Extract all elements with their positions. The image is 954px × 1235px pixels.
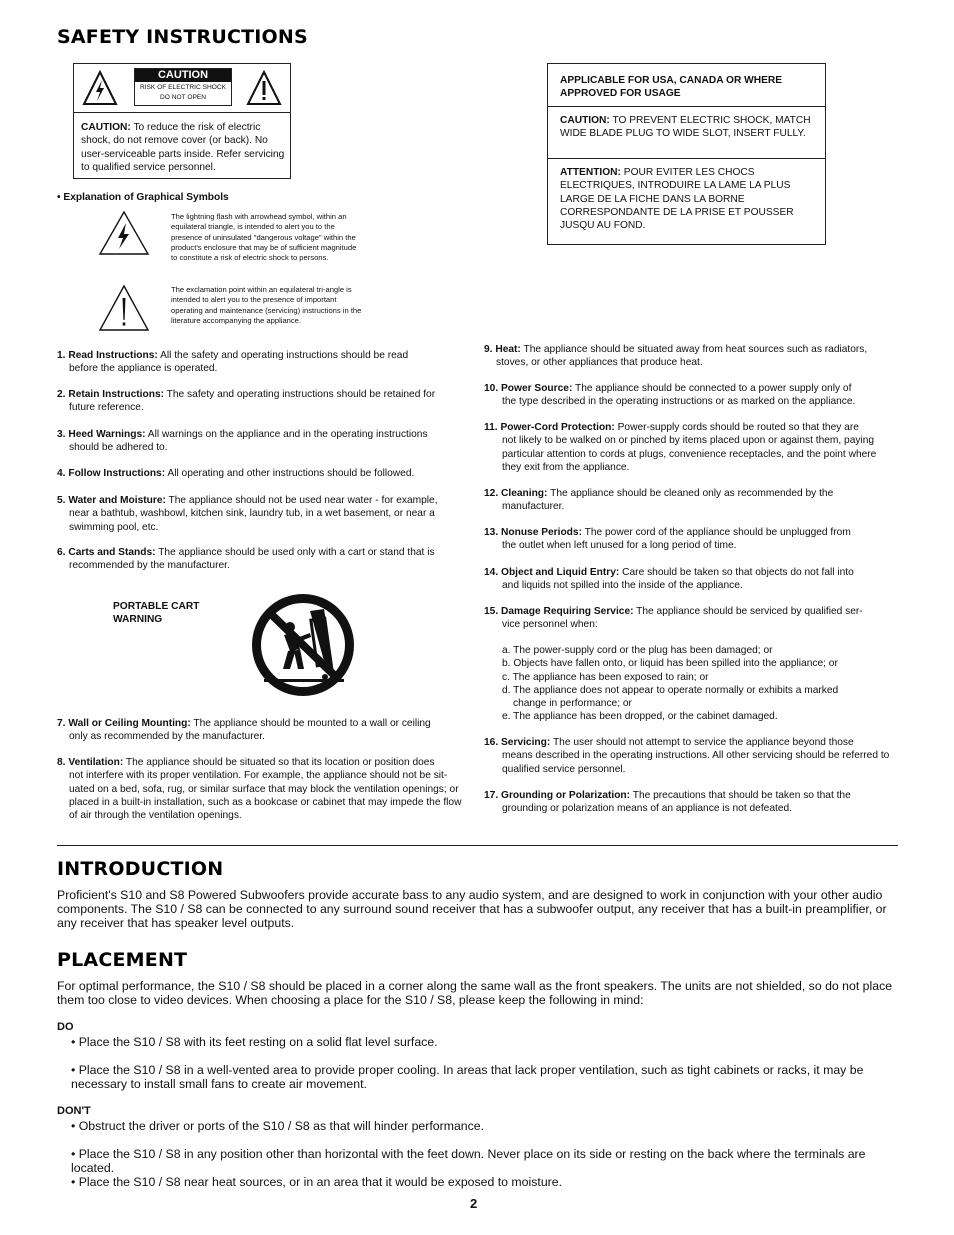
safety-item: 2. Retain Instructions: The safety and operating instructions should be retained for future reference. bbox=[57, 389, 436, 414]
safety-item: 13. Nonuse Periods: The power cord of the appliance should be unplugged from the outlet when left unused for a long period of time. bbox=[484, 527, 851, 552]
exclamation-explanation: The exclamation point within an equilateral tri-angle is intended to alert you to the presence of important operating and maintenance (servicing) instructions in the literature accompanying the appliance. bbox=[171, 285, 362, 325]
safety-item: 9. Heat: The appliance should be situated away from heat sources such as radiators, stoves, or other appliances that produce heat. bbox=[484, 344, 868, 369]
safety-item: 11. Power-Cord Protection: Power-supply cords should be routed so that they are not likely to be walked on or pinched by items placed upon or against them, paying particular attention to cords at plugs, convenience receptacles, and the point where they exit from the appliance. bbox=[484, 422, 877, 473]
sub-item-e: e. The appliance has been dropped, or the cabinet damaged. bbox=[502, 711, 778, 722]
safety-item: 8. Ventilation: The appliance should be situated so that its location or position does not interfere with its proper ventilation. For example, the appliance should not be sit-uated on a bed, sofa, rug, or similar surface that may block the ventilation openings; or placed in a built-in installation, such as a bookcase or cabinet that may impede the flow of air through the ventilation openings. bbox=[57, 757, 462, 822]
caution-box bbox=[73, 63, 291, 179]
do-label: DO bbox=[57, 1021, 74, 1033]
lightning-triangle-icon bbox=[82, 70, 118, 106]
dont-label: DON'T bbox=[57, 1105, 91, 1117]
placement-text: For optimal performance, the S10 / S8 should be placed in a corner along the same wall as the front speakers. The units are not shielded, so do not place them too close to video devices. When choosing a place for the S10 / S8, please keep the following in mind: bbox=[57, 979, 893, 1008]
safety-item: 5. Water and Moisture: The appliance should not be used near water - for example, near a bathtub, washbowl, kitchen sink, laundry tub, in a wet basement, or near a swimming pool, etc. bbox=[57, 495, 438, 533]
dont-item: • Place the S10 / S8 near heat sources, or in an area that it would be exposed to moisture. bbox=[71, 1175, 563, 1189]
sub-item-b: b. Objects have fallen onto, or liquid has been spilled into the appliance; or bbox=[502, 658, 838, 669]
caution-sub2: DO NOT OPEN bbox=[159, 94, 207, 101]
safety-item: 17. Grounding or Polarization: The precautions that should be taken so that the grounding or polarization means of an appliance is not defeated. bbox=[484, 790, 851, 815]
safety-item: 10. Power Source: The appliance should be connected to a power supply only of the type described in the operating instructions or as marked on the appliance. bbox=[484, 383, 856, 408]
caution-sub1: RISK OF ELECTRIC SHOCK bbox=[139, 84, 227, 91]
do-item: • Place the S10 / S8 with its feet resting on a solid flat level surface. bbox=[71, 1035, 438, 1049]
exclamation-triangle-icon bbox=[246, 70, 282, 106]
do-item: • Place the S10 / S8 in a well-vented area to provide proper cooling. In areas that lack proper ventilation, such as tight cabinets or racks, it may be necessary to install small fans to create air movement. bbox=[71, 1063, 864, 1092]
safety-item: 15. Damage Requiring Service: The appliance should be serviced by qualified ser- vice personnel when: bbox=[484, 606, 863, 631]
usa-box-caution: CAUTION: TO PREVENT ELECTRIC SHOCK, MATCH WIDE BLADE PLUG TO WIDE SLOT, INSERT FULLY. bbox=[560, 115, 811, 140]
introduction-text: Proficient's S10 and S8 Powered Subwoofers provide accurate bass to any audio system, and are designed to work in conjunction with your other audio components. The S10 / S8 can be connected to any surround sound receiver that has a subwoofer output, any receiver that has a built-in preamplifier, or any receiver that has speaker level outputs. bbox=[57, 888, 887, 931]
placement-title: PLACEMENT bbox=[57, 949, 188, 971]
safety-item: 1. Read Instructions: All the safety and operating instructions should be read before the appliance is operated. bbox=[57, 350, 409, 375]
introduction-title: INTRODUCTION bbox=[57, 858, 224, 880]
sub-item-d: d. The appliance does not appear to operate normally or exhibits a marked bbox=[502, 685, 839, 696]
safety-item: 3. Heed Warnings: All warnings on the appliance and in the operating instructions should be adhered to. bbox=[57, 429, 428, 454]
caution-label: CAUTION bbox=[135, 69, 231, 82]
portable-cart-warning-icon bbox=[250, 593, 356, 697]
sub-item-a: a. The power-supply cord or the plug has been damaged; or bbox=[502, 645, 773, 656]
safety-item: 7. Wall or Ceiling Mounting: The appliance should be mounted to a wall or ceiling only as recommended by the manufacturer. bbox=[57, 718, 431, 743]
section-divider bbox=[57, 845, 898, 846]
lightning-explanation: The lightning flash with arrowhead symbol, within an equilateral triangle, is intended to alert you to the presence of uninsulated "dangerous voltage" within the product's enclosure that may be of sufficient magnitude to constitute a risk of electric shock to persons. bbox=[171, 212, 357, 263]
usa-box-header: APPLICABLE FOR USA, CANADA OR WHERE APPROVED FOR USAGE bbox=[560, 75, 783, 100]
safety-item: 4. Follow Instructions: All operating and other instructions should be followed. bbox=[57, 468, 415, 479]
sub-item-d-cont: change in performance; or bbox=[513, 698, 632, 709]
safety-item: 12. Cleaning: The appliance should be cleaned only as recommended by the manufacturer. bbox=[484, 488, 834, 513]
usa-canada-box bbox=[547, 63, 826, 245]
page-number: 2 bbox=[470, 1196, 478, 1211]
safety-item: 6. Carts and Stands: The appliance should be used only with a cart or stand that is recommended by the manufacturer. bbox=[57, 547, 435, 572]
dont-item: • Place the S10 / S8 in any position other than horizontal with the feet down. Never place on its side or resting on the back where the terminals are located. bbox=[71, 1147, 866, 1176]
safety-item: 16. Servicing: The user should not attempt to service the appliance beyond those means described in the operating instructions. All other servicing should be referred to qualified service personnel. bbox=[484, 737, 890, 775]
safety-item: 14. Object and Liquid Entry: Care should be taken so that objects do not fall into and liquids not spilled into the inside of the appliance. bbox=[484, 567, 854, 592]
dont-item: • Obstruct the driver or ports of the S10 / S8 as that will hinder performance. bbox=[71, 1119, 485, 1133]
sub-item-c: c. The appliance has been exposed to rain; or bbox=[502, 672, 709, 683]
caution-box-text: CAUTION: To reduce the risk of electric shock, do not remove cover (or back). No user-serviceable parts inside. Refer servicing to qualified service personnel. bbox=[81, 122, 285, 173]
lightning-symbol-icon bbox=[98, 210, 150, 256]
exclamation-symbol-icon bbox=[98, 284, 150, 332]
usa-box-attention: ATTENTION: POUR EVITER LES CHOCS ELECTRIQUES, INTRODUIRE LA LAME LA PLUS LARGE DE LA FICHE DANS LA BORNE CORRESPONDANTE DE LA PRISE ET POUSSER JUSQU AU FOND. bbox=[560, 167, 794, 232]
cart-warning-label: PORTABLE CART WARNING bbox=[113, 601, 200, 626]
safety-title: SAFETY INSTRUCTIONS bbox=[57, 26, 308, 48]
symbols-heading: • Explanation of Graphical Symbols bbox=[57, 192, 229, 203]
